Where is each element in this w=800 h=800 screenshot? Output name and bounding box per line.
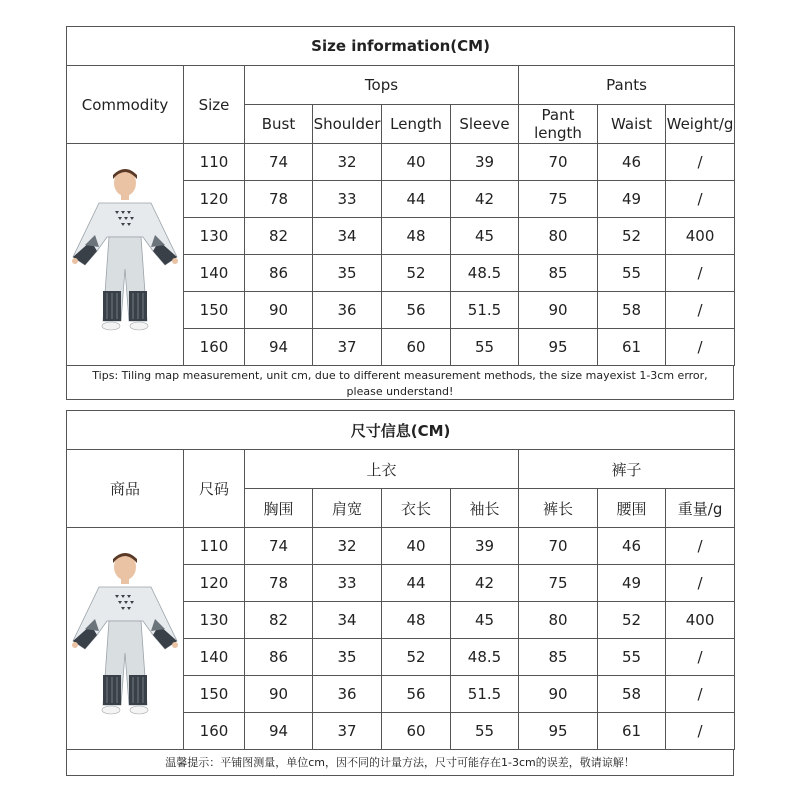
size-cell: 160 [184,329,245,366]
value-cell: 32 [313,144,382,181]
column-header: Length [382,105,451,144]
tips-note-cn: 温馨提示：平铺图测量，单位cm，因不同的计量方法，尺寸可能存在1-3cm的误差，敬请谅解！ [66,750,734,776]
child-costume-icon [69,549,181,729]
column-header: 肩宽 [313,489,382,528]
column-header: Shoulder [313,105,382,144]
tops-header: Tops [245,66,519,105]
value-cell: 82 [245,602,313,639]
value-cell: 400 [666,218,735,255]
value-cell: 60 [382,329,451,366]
value-cell: / [666,144,735,181]
value-cell: 51.5 [451,676,519,713]
value-cell: 39 [451,144,519,181]
value-cell: 45 [451,218,519,255]
value-cell: 56 [382,676,451,713]
column-header: 重量/g [666,489,735,528]
value-cell: 85 [519,639,598,676]
column-header: Waist [598,105,666,144]
value-cell: 36 [313,676,382,713]
value-cell: / [666,292,735,329]
column-header: 胸围 [245,489,313,528]
value-cell: 39 [451,528,519,565]
value-cell: 75 [519,565,598,602]
table-row [67,528,735,565]
value-cell: 52 [598,602,666,639]
value-cell: 32 [313,528,382,565]
value-cell: 48.5 [451,639,519,676]
value-cell: 42 [451,565,519,602]
size-header: Size [184,66,245,144]
value-cell: 61 [598,713,666,750]
value-cell: 55 [598,639,666,676]
size-chart-sheet [66,26,734,776]
value-cell: 70 [519,528,598,565]
value-cell: 85 [519,255,598,292]
value-cell: 95 [519,329,598,366]
value-cell: 42 [451,181,519,218]
value-cell: 90 [519,292,598,329]
value-cell: 48.5 [451,255,519,292]
value-cell: 34 [313,218,382,255]
value-cell: 52 [382,639,451,676]
commodity-header: Commodity [67,66,184,144]
value-cell: / [666,181,735,218]
column-header: Weight/g [666,105,735,144]
value-cell: 44 [382,181,451,218]
column-header: 袖长 [451,489,519,528]
value-cell: 95 [519,713,598,750]
value-cell: 49 [598,181,666,218]
value-cell: 37 [313,329,382,366]
value-cell: 37 [313,713,382,750]
page-title: Size information(CM) [67,27,735,66]
value-cell: 44 [382,565,451,602]
value-cell: 40 [382,144,451,181]
value-cell: 33 [313,565,382,602]
value-cell: 80 [519,218,598,255]
value-cell: 55 [598,255,666,292]
size-cell: 120 [184,565,245,602]
pants-header: Pants [519,66,735,105]
size-cell: 110 [184,144,245,181]
value-cell: / [666,255,735,292]
column-header: Pant length [519,105,598,144]
column-header: Bust [245,105,313,144]
table-row [67,144,735,181]
product-photo [67,144,184,366]
value-cell: 36 [313,292,382,329]
value-cell: 94 [245,329,313,366]
value-cell: 58 [598,292,666,329]
value-cell: 86 [245,255,313,292]
size-cell: 130 [184,218,245,255]
column-header: 腰围 [598,489,666,528]
value-cell: 55 [451,329,519,366]
size-cell: 120 [184,181,245,218]
pants-header: 裤子 [519,450,735,489]
value-cell: 94 [245,713,313,750]
value-cell: 58 [598,676,666,713]
value-cell: / [666,565,735,602]
value-cell: 49 [598,565,666,602]
value-cell: / [666,329,735,366]
size-table-en [66,26,735,366]
value-cell: 82 [245,218,313,255]
value-cell: / [666,676,735,713]
value-cell: / [666,639,735,676]
value-cell: 35 [313,639,382,676]
value-cell: 34 [313,602,382,639]
product-photo [67,528,184,750]
value-cell: 75 [519,181,598,218]
value-cell: / [666,528,735,565]
value-cell: 90 [519,676,598,713]
value-cell: 74 [245,528,313,565]
value-cell: 35 [313,255,382,292]
value-cell: 48 [382,218,451,255]
value-cell: 78 [245,181,313,218]
value-cell: 46 [598,528,666,565]
child-costume-icon [69,165,181,345]
value-cell: 90 [245,676,313,713]
value-cell: 78 [245,565,313,602]
value-cell: 48 [382,602,451,639]
tops-header: 上衣 [245,450,519,489]
page-title-cn: 尺寸信息(CM) [67,411,735,450]
value-cell: / [666,713,735,750]
value-cell: 33 [313,181,382,218]
value-cell: 40 [382,528,451,565]
column-header: 裤长 [519,489,598,528]
value-cell: 45 [451,602,519,639]
value-cell: 400 [666,602,735,639]
commodity-header: 商品 [67,450,184,528]
value-cell: 74 [245,144,313,181]
size-cell: 130 [184,602,245,639]
value-cell: 52 [382,255,451,292]
value-cell: 80 [519,602,598,639]
value-cell: 56 [382,292,451,329]
value-cell: 90 [245,292,313,329]
value-cell: 61 [598,329,666,366]
tips-note-en: Tips: Tiling map measurement, unit cm, due to different measurement methods, the size mayexist 1-3cm error, please understand! [66,366,734,400]
value-cell: 46 [598,144,666,181]
column-header: Sleeve [451,105,519,144]
size-cell: 150 [184,676,245,713]
value-cell: 51.5 [451,292,519,329]
value-cell: 52 [598,218,666,255]
value-cell: 86 [245,639,313,676]
value-cell: 70 [519,144,598,181]
value-cell: 60 [382,713,451,750]
size-header: 尺码 [184,450,245,528]
size-cell: 150 [184,292,245,329]
column-header: 衣长 [382,489,451,528]
size-cell: 140 [184,639,245,676]
size-cell: 140 [184,255,245,292]
size-cell: 110 [184,528,245,565]
size-cell: 160 [184,713,245,750]
value-cell: 55 [451,713,519,750]
size-table-cn [66,410,735,750]
